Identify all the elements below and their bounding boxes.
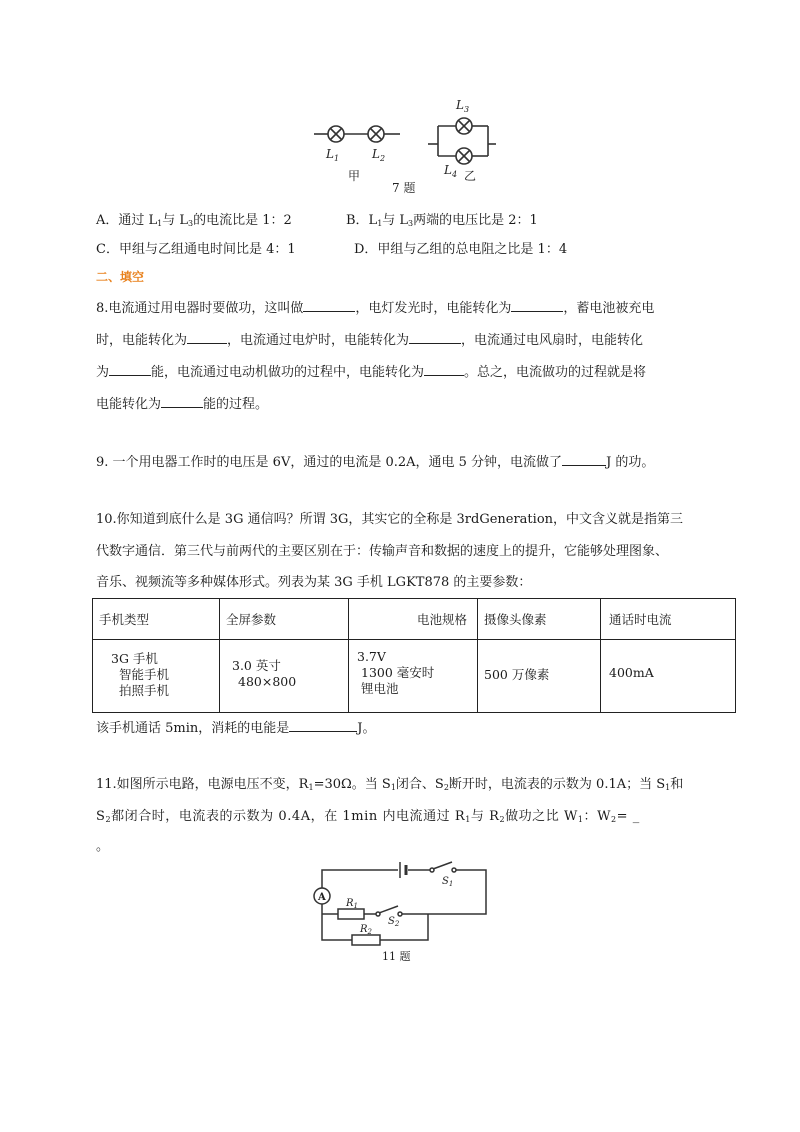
- q8-blank-2[interactable]: [511, 298, 563, 312]
- q8-blank-4[interactable]: [409, 330, 461, 344]
- camera-value: 500 万像素: [484, 667, 550, 682]
- q11-line-2: $S_2$都闭合时，电流表的示数为 0.4A，在 1min 内电流通过 $R_1$与 $R_2$做功之比 $W_1$：$W_2=$ _: [96, 809, 640, 824]
- q8-blank-5[interactable]: [109, 362, 151, 376]
- q10-line-2: 代数字通信．第三代与前两代的主要区别在于：传输声音和数据的速度上的提升，它能够处理图象、: [96, 544, 669, 559]
- lamp-l4-icon: [456, 148, 472, 164]
- q7-option-d: D．甲组与乙组的总电阻之比是 1：4: [354, 242, 568, 257]
- label-yi: 乙: [464, 169, 477, 183]
- label-s2: $S_2$: [388, 916, 400, 928]
- lamp-l1-icon: [328, 126, 344, 142]
- q10-line-1: 10.你知道到底什么是 3G 通信吗？所谓 3G，其实它的全称是 3rdGeneration，中文含义就是指第三: [96, 512, 684, 527]
- q10-after-table: 该手机通话 5min，消耗的电能是 J。: [96, 718, 375, 738]
- label-l4: $L_4$: [444, 163, 458, 179]
- switch-s1-icon: [430, 862, 456, 872]
- svg-text:A: A: [318, 892, 326, 903]
- q8-line-4: 电能转化为 能的过程。: [96, 394, 268, 414]
- q9-line: 9. 一个用电器工作时的电压是 6V，通过的电流是 0.2A，通电 5 分钟，电流做了 J 的功。: [96, 452, 654, 472]
- header-phone-type: 手机类型: [99, 612, 150, 627]
- q11-line-1: 11.如图所示电路，电源电压不变，$R_1=30\Omega$。当 $S_1$闭合、$S_2$断开时，电流表的示数为 0.1A；当 $S_1$和: [96, 777, 684, 792]
- battery-line-2: 1300 毫安时: [361, 665, 435, 680]
- type-line-2: 智能手机: [119, 667, 170, 682]
- q8-line-1: 8.电流通过用电器时要做功，这叫做 ，电灯发光时，电能转化为 ，蓄电池被充电: [96, 298, 654, 318]
- label-l1: $L_1$: [326, 147, 340, 163]
- q8-blank-6[interactable]: [424, 362, 464, 376]
- label-r1: $R_1$: [346, 898, 358, 910]
- type-line-1: 3G 手机: [111, 651, 158, 666]
- section-fill-in-title: 二、填空: [96, 270, 145, 284]
- battery-icon: [400, 862, 406, 878]
- q10-blank[interactable]: [289, 718, 357, 732]
- label-r2: $R_2$: [360, 924, 372, 936]
- table-row: [93, 640, 736, 713]
- current-value: 400mA: [609, 665, 654, 680]
- header-camera: 摄像头像素: [484, 612, 547, 627]
- lamp-l3-icon: [456, 118, 472, 134]
- q7-option-a: A．通过 $L_1$与 $L_3$的电流比是 1：2: [96, 213, 292, 228]
- header-current: 通话时电流: [609, 612, 672, 627]
- screen-line-1: 3.0 英寸: [232, 658, 281, 673]
- resistor-r2-icon: [352, 935, 380, 945]
- q8-blank-7[interactable]: [161, 394, 203, 408]
- q11-line-3: 。: [96, 839, 110, 854]
- q8-line-3: 为 能，电流通过电动机做功的过程中，电能转化为 。总之，电流做功的过程就是将: [96, 362, 646, 382]
- label-jia: 甲: [348, 169, 361, 183]
- q9-blank[interactable]: [562, 452, 606, 466]
- q8-line-2: 时，电能转化为 ，电流通过电炉时，电能转化为 ，电流通过电风扇时，电能转化: [96, 330, 643, 350]
- q10-line-3: 音乐、视频流等多种媒体形式。列表为某 3G 手机 LGKT878 的主要参数：: [96, 575, 532, 590]
- screen-line-2: 480×800: [238, 674, 297, 689]
- label-l3: $L_3$: [456, 98, 470, 114]
- parallel-circuit-yi: [428, 126, 496, 156]
- label-s1: $S_1$: [442, 876, 454, 888]
- type-line-3: 拍照手机: [119, 683, 170, 698]
- figure-7-circuits: [300, 96, 520, 200]
- battery-line-1: 3.7V: [357, 649, 386, 664]
- figure-7-caption: 7 题: [392, 181, 416, 195]
- switch-s2-icon: [376, 906, 402, 916]
- lamp-l2-icon: [368, 126, 384, 142]
- q8-blank-1[interactable]: [303, 298, 355, 312]
- resistor-r1-icon: [338, 909, 364, 919]
- table-header-row: [93, 599, 736, 640]
- q8-blank-3[interactable]: [187, 330, 227, 344]
- header-screen: 全屏参数: [226, 612, 277, 627]
- header-battery: 电池规格: [416, 612, 467, 627]
- q7-option-b: B．$L_1$与 $L_3$两端的电压比是 2：1: [346, 213, 538, 228]
- q7-option-c: C．甲组与乙组通电时间比是 4：1: [96, 242, 296, 257]
- ammeter-icon: [314, 888, 330, 904]
- label-l2: $L_2$: [372, 147, 386, 163]
- figure-11-circuit: [300, 856, 500, 968]
- phone-params-table: [92, 598, 736, 713]
- figure-11-caption: 11 题: [382, 950, 411, 963]
- battery-line-3: 锂电池: [361, 681, 399, 696]
